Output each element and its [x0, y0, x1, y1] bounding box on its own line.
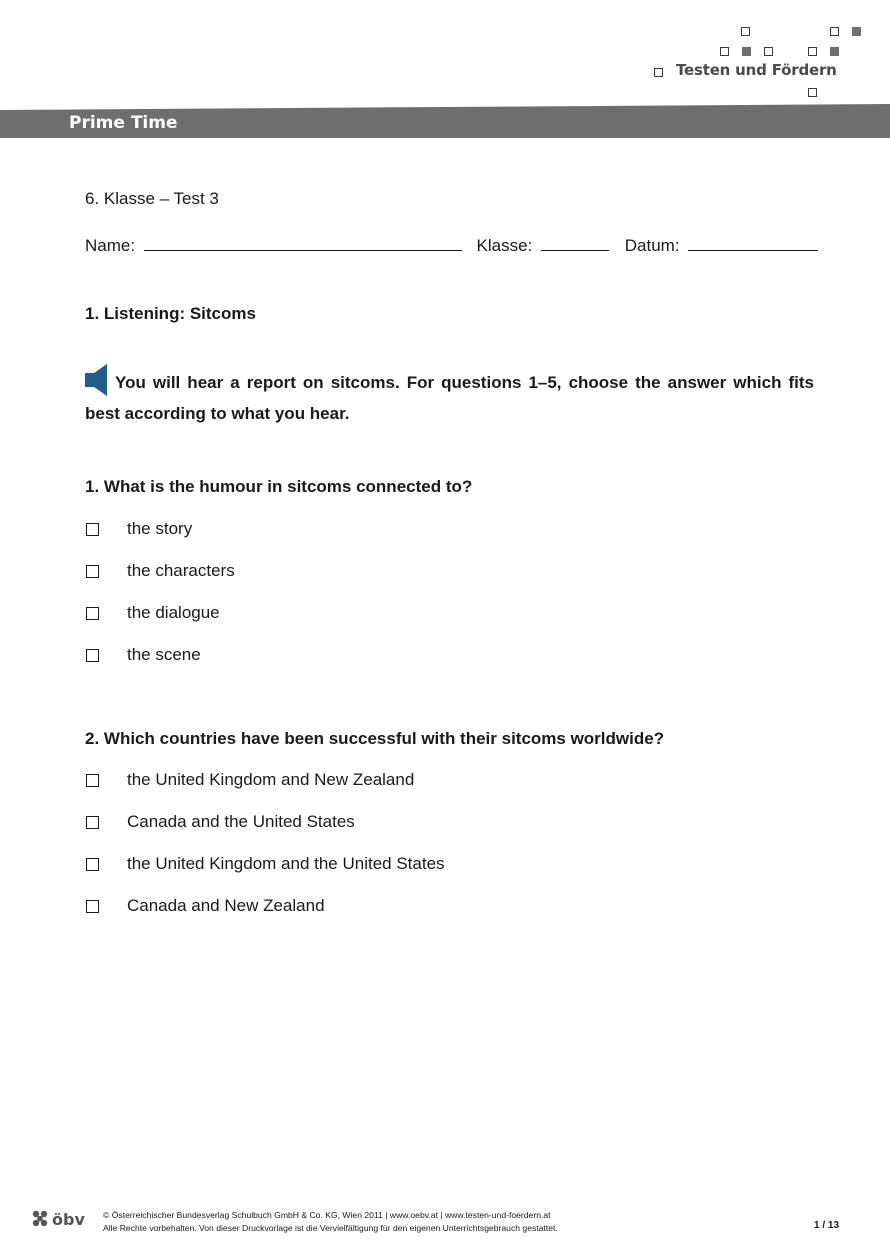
q1-option-3-label: the dialogue: [127, 603, 220, 622]
q1-option-1-label: the story: [127, 519, 193, 538]
q1-option-2-label: the characters: [127, 561, 235, 580]
q1-option-4-checkbox[interactable]: [86, 649, 99, 662]
klasse-field[interactable]: [541, 235, 609, 251]
banner-title: Prime Time: [69, 113, 178, 133]
section-heading: 1. Listening: Sitcoms: [85, 304, 256, 323]
logo-square: [764, 47, 773, 56]
logo-square: [742, 47, 751, 56]
logo-square: [852, 27, 861, 36]
instructions-text: You will hear a report on sitcoms. For questions 1–5, choose the answer which fits best according to what you hear.: [85, 373, 814, 423]
q1-option-2-checkbox[interactable]: [86, 565, 99, 578]
q2-option-4-label: Canada and New Zealand: [127, 896, 325, 915]
name-field[interactable]: [144, 235, 462, 251]
q2-option-4-checkbox[interactable]: [86, 900, 99, 913]
oebv-logo: [30, 1208, 88, 1230]
q2-option-2-label: Canada and the United States: [127, 812, 355, 831]
logo-square: [808, 47, 817, 56]
footer-rights: Alle Rechte vorbehalten. Von dieser Druckvorlage ist die Vervielfältigung für den eigenen Unterrichtsgebrauch gestattet.: [103, 1223, 558, 1233]
footer-text: [103, 1209, 558, 1235]
question-2-text: 2. Which countries have been successful with their sitcoms worldwide?: [85, 729, 665, 748]
logo-square: [654, 68, 663, 77]
logo-square: [808, 88, 817, 97]
student-info-row: [85, 235, 818, 256]
klasse-label: Klasse:: [476, 236, 533, 255]
page-number: 1 / 13: [814, 1220, 840, 1231]
name-label: Name:: [85, 236, 136, 255]
logo-square: [830, 47, 839, 56]
q2-option-1-checkbox[interactable]: [86, 774, 99, 787]
datum-label: Datum:: [624, 236, 680, 255]
q2-option-3-checkbox[interactable]: [86, 858, 99, 871]
question-1-text: 1. What is the humour in sitcoms connected to?: [85, 477, 473, 496]
oebv-logo-text: öbv: [52, 1210, 85, 1229]
logo-square: [830, 27, 839, 36]
test-title: 6. Klasse – Test 3: [85, 189, 219, 208]
instructions-paragraph: [85, 364, 814, 429]
q1-option-3-checkbox[interactable]: [86, 607, 99, 620]
q2-option-2-checkbox[interactable]: [86, 816, 99, 829]
speaker-icon: [85, 364, 109, 396]
q2-option-3-label: the United Kingdom and the United States: [127, 854, 445, 873]
logo-square: [720, 47, 729, 56]
q1-option-4-label: the scene: [127, 645, 201, 664]
logo-square: [741, 27, 750, 36]
logo-text: Testen und Fördern: [676, 61, 837, 79]
q1-option-1-checkbox[interactable]: [86, 523, 99, 536]
q2-option-1-label: the United Kingdom and New Zealand: [127, 770, 415, 789]
footer-copyright: © Österreichischer Bundesverlag Schulbuch GmbH & Co. KG, Wien 2011 | www.oebv.at | www.testen-und-foerdern.at: [103, 1210, 551, 1220]
datum-field[interactable]: [688, 235, 818, 251]
